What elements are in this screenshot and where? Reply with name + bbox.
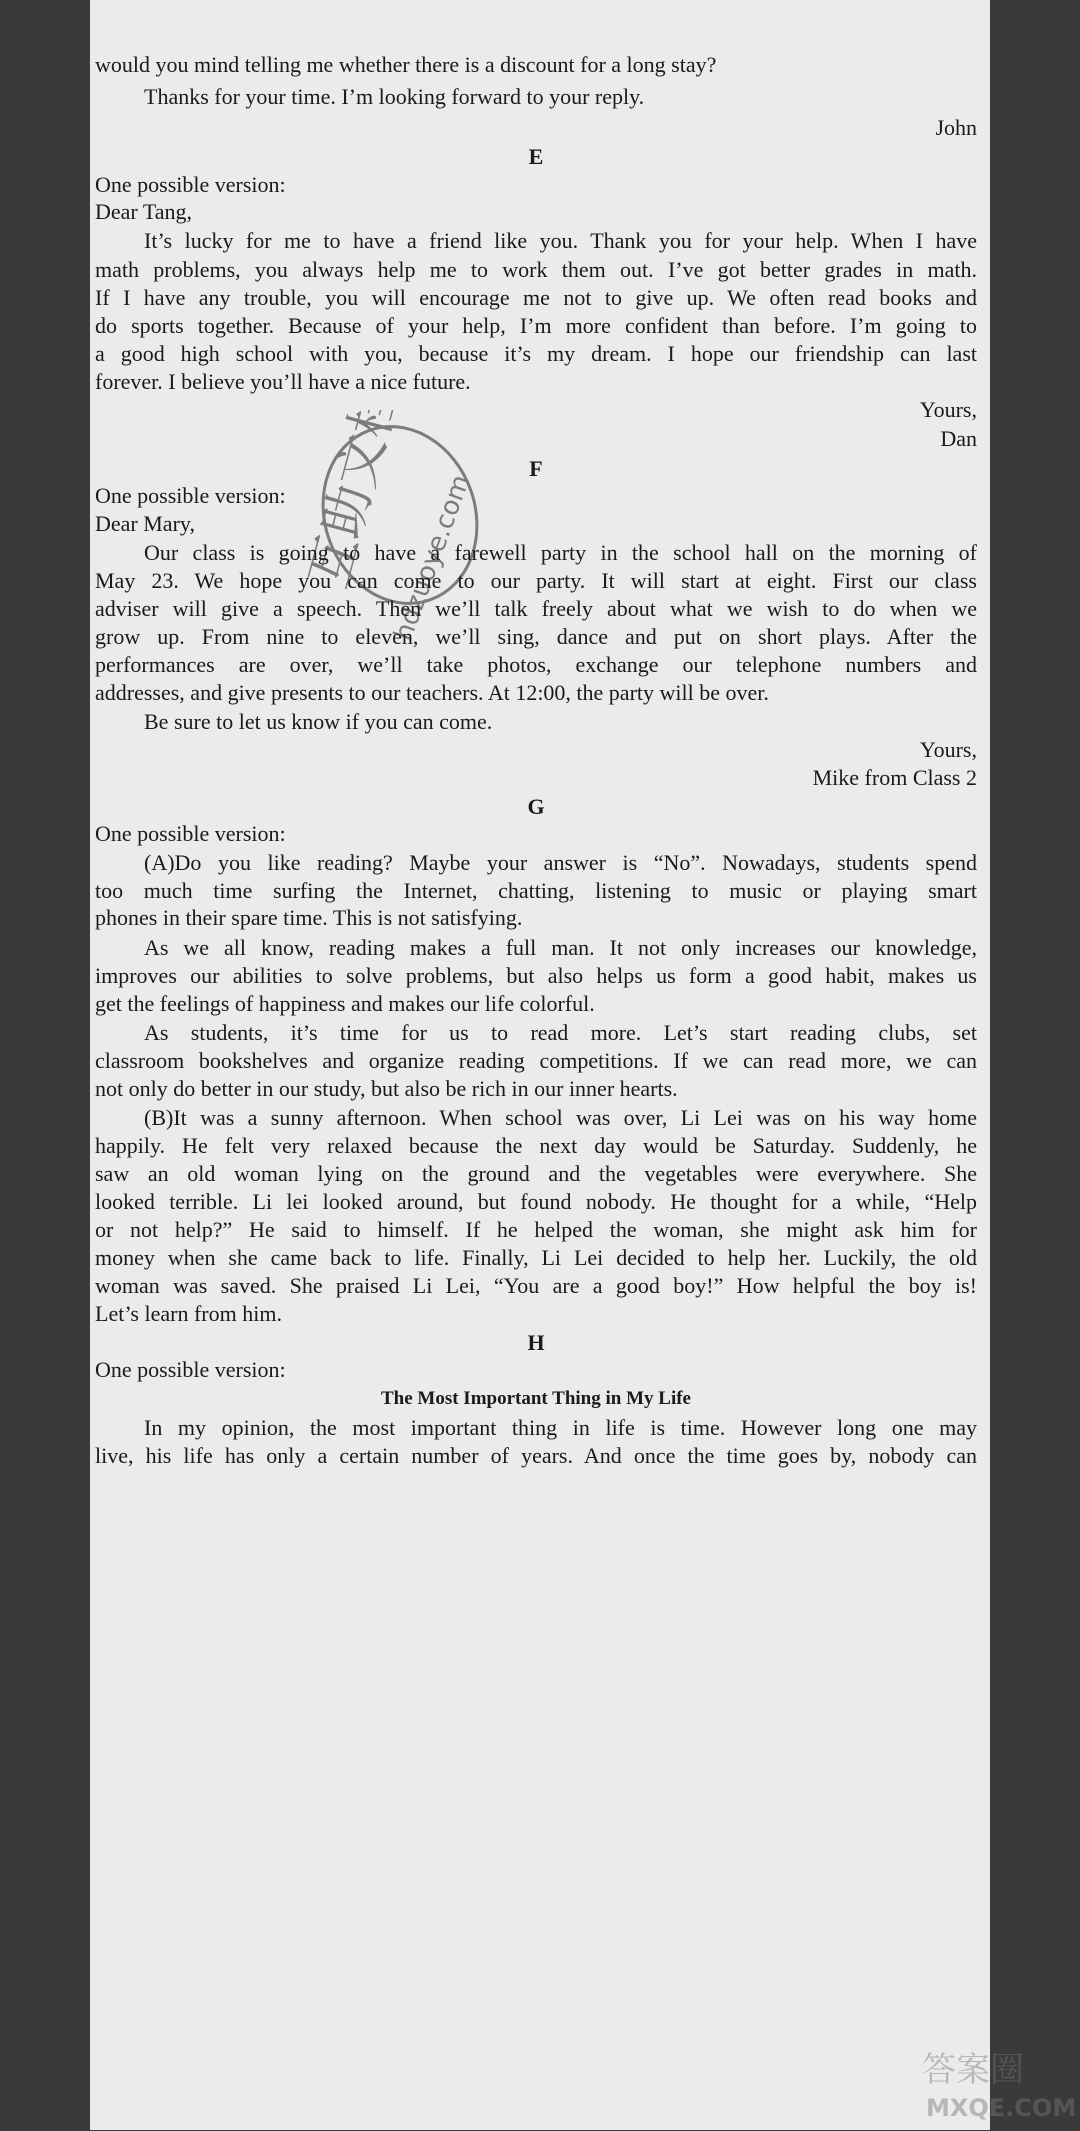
- text-line: One possible version:: [95, 481, 977, 511]
- svg-text:hdzuoye.com: hdzuoye.com: [389, 471, 477, 645]
- text-line: a good high school with you, because it’s my dream. I hope our friendship can last: [95, 339, 977, 369]
- text-line: addresses, and give presents to our teachers. At 12:00, the party will be over.: [95, 678, 977, 708]
- text-line: math problems, you always help me to work them out. I’ve got better grades in math.: [95, 255, 977, 285]
- section-heading: G: [95, 792, 977, 822]
- text-line: would you mind telling me whether there is a discount for a long stay?: [95, 50, 977, 80]
- text-line: One possible version:: [95, 819, 977, 849]
- text-line: saw an old woman lying on the ground and the vegetables were everywhere. She: [95, 1159, 977, 1189]
- text-line: too much time surfing the Internet, chatting, listening to music or playing smart: [95, 876, 977, 906]
- text-line: get the feelings of happiness and makes our life colorful.: [95, 989, 977, 1019]
- text-line: adviser will give a speech. Then we’ll talk freely about what we wish to do when we: [95, 594, 977, 624]
- text-line: looked terrible. Li lei looked around, but found nobody. He thought for a while, “Help: [95, 1187, 977, 1217]
- text-line: (A)Do you like reading? Maybe your answer is “No”. Nowadays, students spend: [95, 848, 977, 878]
- text-line: grow up. From nine to eleven, we’ll sing, dance and put on short plays. After the: [95, 622, 977, 652]
- text-line: (B)It was a sunny afternoon. When school was over, Li Lei was on his way home: [95, 1103, 977, 1133]
- watermark-stamp: [275, 410, 505, 650]
- text-line: Our class is going to have a farewell party in the school hall on the morning of: [95, 538, 977, 568]
- section-heading: F: [95, 454, 977, 484]
- text-line: As we all know, reading makes a full man. It not only increases our knowledge,: [95, 933, 977, 963]
- text-line: If I have any trouble, you will encourage me not to give up. We often read books and: [95, 283, 977, 313]
- signature: John: [95, 113, 977, 143]
- text-line: In my opinion, the most important thing in life is time. However long one may: [95, 1413, 977, 1443]
- document-page: [90, 0, 990, 2130]
- text-line: money when she came back to life. Finally, Li Lei decided to help her. Luckily, the old: [95, 1243, 977, 1273]
- svg-text:MXQE.COM: MXQE.COM: [926, 2094, 1074, 2122]
- closing: Yours,: [95, 395, 977, 425]
- text-line: live, his life has only a certain number of years. And once the time goes by, nobody can: [95, 1441, 977, 1471]
- text-line: woman was saved. She praised Li Lei, “You are a good boy!” How helpful the boy is!: [95, 1271, 977, 1301]
- section-heading: H: [95, 1328, 977, 1358]
- text-line: One possible version:: [95, 170, 977, 200]
- closing: Yours,: [95, 735, 977, 765]
- text-line: forever. I believe you’ll have a nice future.: [95, 367, 977, 397]
- text-line: classroom bookshelves and organize reading competitions. If we can read more, we can: [95, 1046, 977, 1076]
- text-line: happily. He felt very relaxed because the next day would be Saturday. Suddenly, he: [95, 1131, 977, 1161]
- text-line: not only do better in our study, but also be rich in our inner hearts.: [95, 1074, 977, 1104]
- text-line: Be sure to let us know if you can come.: [95, 707, 977, 737]
- text-line: performances are over, we’ll take photos, exchange our telephone numbers and: [95, 650, 977, 680]
- text-line: or not help?” He said to himself. If he helped the woman, she might ask him for: [95, 1215, 977, 1245]
- text-line: Let’s learn from him.: [95, 1299, 977, 1329]
- signature: Mike from Class 2: [95, 763, 977, 793]
- text-line: do sports together. Because of your help, I’m more confident than before. I’m going to: [95, 311, 977, 341]
- salutation: Dear Tang,: [95, 197, 977, 227]
- svg-text:互助文档: 互助文档: [299, 410, 411, 595]
- watermark-logo: [914, 2036, 1074, 2126]
- svg-text:答案圈: 答案圈: [922, 2050, 1024, 2090]
- essay-title: The Most Important Thing in My Life: [95, 1384, 977, 1414]
- salutation: Dear Mary,: [95, 509, 977, 539]
- text-line: Thanks for your time. I’m looking forward to your reply.: [95, 82, 977, 112]
- text-line: One possible version:: [95, 1355, 977, 1385]
- text-line: improves our abilities to solve problems, but also helps us form a good habit, makes us: [95, 961, 977, 991]
- text-line: May 23. We hope you can come to our party. It will start at eight. First our class: [95, 566, 977, 596]
- text-line: phones in their spare time. This is not satisfying.: [95, 903, 977, 933]
- section-heading: E: [95, 142, 977, 172]
- signature: Dan: [95, 424, 977, 454]
- text-line: It’s lucky for me to have a friend like you. Thank you for your help. When I have: [95, 226, 977, 256]
- text-line: As students, it’s time for us to read more. Let’s start reading clubs, set: [95, 1018, 977, 1048]
